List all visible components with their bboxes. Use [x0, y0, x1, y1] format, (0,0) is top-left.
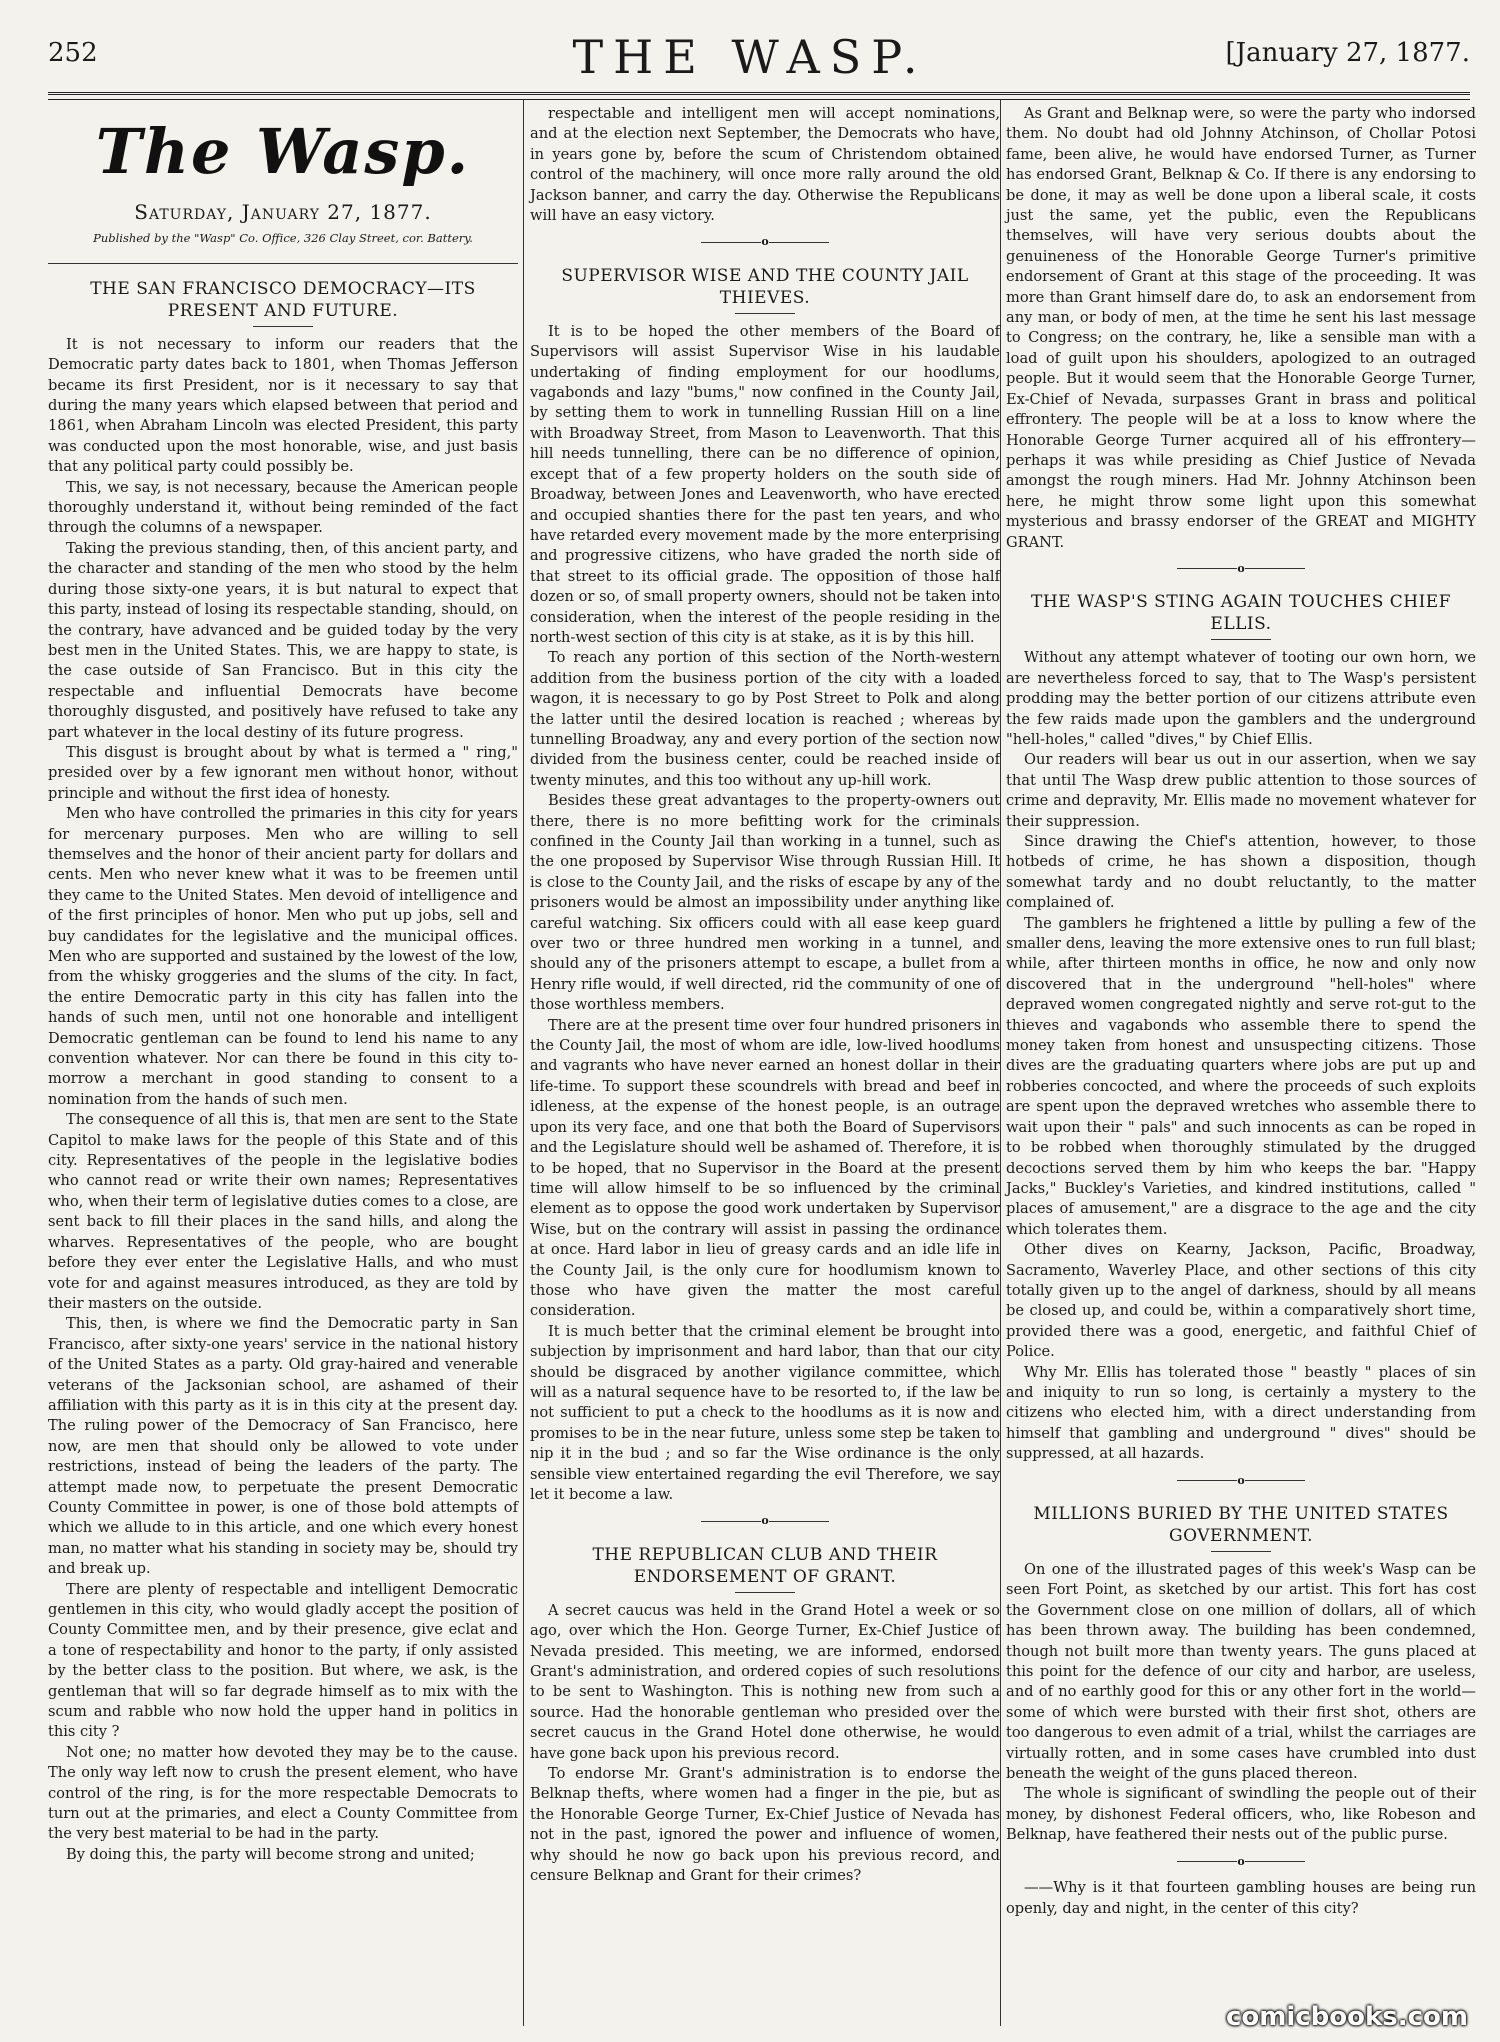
paragraph: Why Mr. Ellis has tolerated those " beastly " places of sin and iniquity to run so long, is certainly a mystery to the citizens who elected him, with a direct understanding from himself that gambling and underground " dives" should be suppressed, at all hazards.	[1006, 1363, 1476, 1463]
paragraph: Since drawing the Chief's attention, however, to those hotbeds of crime, he has shown a disposition, though somewhat tardy and no doubt reluctantly, to the matter complained of.	[1006, 833, 1476, 912]
section-divider: o	[530, 232, 1000, 252]
paragraph: This, we say, is not necessary, because the American people thoroughly understand it, without being reminded of the fact through the columns of a newspaper.	[48, 478, 518, 537]
paragraph: As Grant and Belknap were, so were the party who indorsed them. No doubt had old Johnny Atchinson, of Chollar Potosi fame, been alive, he would have endorsed Turner, as Turner has endorsed Grant, Belknap & Co. If there is any endorsing to be done, it may as well be done upon a liberal scale, it costs just the same, yet the public, even the Republicans themselves, will have very serious doubts about the genuineness of the Honorable George Turner's primitive endorsement of Grant at this stage of the proceeding. It was more than Grant himself dare do, to ask an endorsement from any man, or body of men, at the time he sent his last message to Congress; on the contrary, he, like a sensible man with a load of guilt upon his shoulders, apologized to an outraged people. But it would seem that the Honorable George Turner, Ex-Chief of Nevada, surpasses Grant in brass and political effrontery. The people will be at a loss to know where the Honorable George Turner acquired all of his effrontery—perhaps it was while presiding as Chief Justice of Nevada amongst the rough miners. Had Mr. Johnny Atchinson been here, he might throw some light upon this somewhat mysterious and brassy endorser of the GREAT and MIGHTY GRANT.	[1006, 105, 1476, 551]
masthead-title: THE WASP.	[572, 30, 928, 84]
paragraph: By doing this, the party will become strong and united;	[66, 1845, 475, 1863]
column-rule	[523, 100, 524, 2026]
article-heading: THE WASP'S STING AGAIN TOUCHES CHIEF ELLIS.	[1030, 592, 1452, 635]
closing-paragraph: ——Why is it that fourteen gambling houses are being run openly, day and night, in the center of this city?	[1006, 1879, 1476, 1917]
paragraph: Men who have controlled the primaries in this city for years for mercenary purposes. Men who are willing to sell themselves and the honor of their ancient party for dollars and cents. Men who never knew what it was to be freemen until they came to the United States. Men devoid of intelligence and of the first principles of honor. Men who put up jobs, sell and buy candidates for the legislative and the municipal offices. Men who are supported and sustained by the lowest of the low, from the whisky groggeries and the slums of the city. In fact, the entire Democratic party in this city has fallen into the hands of such men, until not one honorable and intelligent Democratic gentleman can be found to lend his name to any convention whatever. Nor can there be found in this city to-morrow a merchant in good standing to consent to a nomination from the hands of such men.	[48, 805, 518, 1108]
article-heading: MILLIONS BURIED BY THE UNITED STATES GOVERNMENT.	[1033, 1504, 1449, 1546]
paragraph: The consequence of all this is, that men are sent to the State Capitol to make laws for the people of this State and of this city. Representatives of the people in the legislative bodies who cannot read or write their own names; Representatives who, when their term of legislative duties comes to a close, are sent back to fill their places in the sand hills, and along the wharves. Representatives of the people, who are bought before they ever enter the Legislative Halls, and who must vote for and against measures introduced, as they are told by their masters on the outside.	[48, 1111, 518, 1312]
header-rule	[48, 92, 1470, 100]
paragraph: It is to be hoped the other members of the Board of Supervisors will assist Supervisor Wise in his laudable undertaking of finding employment for our hoodlums, vagabonds and lazy "bums," now confined in the County Jail, by setting them to work in tunnelling Russian Hill on a line with Broadway Street, from Mason to Leavenworth. That this hill needs tunnelling, there can be no difference of opinion, except that of a few property holders on the south side of Broadway, between Jones and Leavenworth, who have erected and occupied shanties there for the past ten years, and who have retarded every movement made by the more enterprising and progressive citizens, who have graded the north side of that street to its official grade. The opposition of those half dozen or so, of small property owners, should not be taken into consideration, when the interest of the people residing in the north-west section of this city is at stake, as it is by this hill.	[530, 322, 1000, 646]
publication-info: Published by the "Wasp" Co. Office, 326 Clay Street, cor. Battery.	[93, 231, 473, 246]
section-divider: o	[1006, 1471, 1476, 1491]
paragraph: This disgust is brought about by what is termed a " ring," presided over by a few ignorant men without honor, without principle and without the first idea of honesty.	[48, 743, 518, 802]
section-divider: o	[1006, 1852, 1476, 1872]
paragraph: There are at the present time over four hundred prisoners in the County Jail, the most of whom are idle, low-lived hoodlums and vagrants who have never earned an honest dollar in their life-time. To support these scoundrels with bread and beef in idleness, at the expense of the honest people, is an outrage upon its very face, and one that both the Board of Supervisors and the Legislature should well be ashamed of. Therefore, it is to be hoped, that no Supervisor in the Board at the present time will allow himself to be so influenced by the criminal element as to oppose the good work undertaken by Supervisor Wise, but on the contrary will assist in passing the ordinance at once. Hard labor in lieu of greasy cards and an idle life in the County Jail, is the only cure for hoodlumism known to those who have given the matter the most careful consideration.	[530, 1016, 1000, 1320]
rule	[735, 1592, 795, 1593]
watermark: comicbooks.com	[1225, 2002, 1468, 2032]
column-2	[530, 104, 1000, 2022]
paragraph: Besides these great advantages to the property-owners out there, there is no more befitting work for the criminals confined in the County Jail than working in a tunnel, such as the one proposed by Supervisor Wise through Russian Hill. It is close to the County Jail, and the risks of escape by any of the prisoners would be almost an impossibility under anything like careful watching. Six officers could with all ease keep guard over two or three hundred men working in a tunnel, and should any of the prisoners attempt to escape, a bullet from a Henry rifle would, if well directed, rid the community of one of those worthless members.	[530, 792, 1000, 1014]
paragraph: It is much better that the criminal element be brought into subjection by imprisonment and hard labor, than that our city should be disgraced by another vigilance committee, which will as a natural sequence have to be resorted to, if the law be not sufficient to put a check to the hoodlums as it is now and promises to be in the near future, unless some step be taken to nip it in the bud ; and so far the Wise ordinance is the only sensible view entertained regarding the evil Therefore, we say let it become a law.	[530, 1322, 1000, 1503]
paragraph: The gamblers he frightened a little by pulling a few of the smaller dens, leaving the more extensive ones to run full blast; while, after thirteen months in office, he now and only now discovered that in the underground "hell-holes" where depraved women congregated nightly and serve rot-gut to the thieves and vagabonds who assemble there to spend the money taken from honest and unsuspecting citizens. Those dives are the graduating quarters where jobs are put up and robberies concocted, and where the proceeds of such exploits are spent upon the depraved wretches who assemble there to wait upon their " pals" and such innocents as can be roped in to be robbed when thoroughly stimulated by the drugged decoctions served them by him who keeps the bar. "Happy Jacks," Buckley's Varieties, and kindred institutions, called " places of amusement," are a disgrace to the age and the city which tolerates them.	[1006, 914, 1476, 1238]
column-3	[1006, 104, 1476, 2022]
paragraph: Taking the previous standing, then, of this ancient party, and the character and standing of the men who stood by the helm during those sixty-one years, it is but natural to expect that this party, instead of losing its respectable standing, should, on the contrary, have advanced and be guided today by the very best men in the United States. This, we are happy to state, is the case outside of San Francisco. But in this city the respectable and influential Democrats have become thoroughly disgusted, and positively have refused to take any part whatever in the local destiny of its future progress.	[48, 539, 518, 741]
article-body	[1006, 648, 1476, 1464]
column-rule	[1000, 100, 1001, 2026]
paragraph: A secret caucus was held in the Grand Hotel a week or so ago, over which the Hon. George Turner, Ex-Chief Justice of Nevada presided. This meeting, we are informed, endorsed Grant's administration, and ordered copies of such resolutions to be sent to Washington. This is nothing new from such a source. Had the honorable gentleman who presided over the secret caucus in the Grand Hotel done otherwise, he would have gone back upon his previous record.	[530, 1601, 1000, 1762]
article-heading: THE SAN FRANCISCO DEMOCRACY—ITS PRESENT AND FUTURE.	[90, 278, 476, 321]
column-1	[48, 104, 518, 2022]
paragraph: Not one; no matter how devoted they may be to the cause. The only way left now to crush the present element, who have control of the ring, is for the more respectable Democrats to turn out at the primaries, and elect a County Committee from the very best material to be had in the party.	[48, 1743, 518, 1843]
article-heading: THE REPUBLICAN CLUB AND THEIR ENDORSEMENT OF GRANT.	[592, 1544, 938, 1587]
rule	[253, 326, 313, 327]
rule	[1211, 639, 1271, 640]
paragraph: Our readers will bear us out in our assertion, when we say that until The Wasp drew public attention to those sources of crime and depravity, Mr. Ellis made no movement whatever for their suppression.	[1006, 751, 1476, 830]
article-body	[530, 1601, 1000, 1887]
rule	[1211, 1551, 1271, 1552]
paragraph: Without any attempt whatever of tooting our own horn, we are nevertheless forced to say, that to The Wasp's persistent prodding may the better portion of our citizens attribute even the few raids made upon the gamblers and the underground "hell-holes," called "dives," by Chief Ellis.	[1006, 649, 1476, 748]
article-body	[1006, 1560, 1476, 1846]
paragraph: Other dives on Kearny, Jackson, Pacific, Broadway, Sacramento, Waverley Place, and other sections of this city totally given up to the angel of darkness, should by all means be closed up, and could be, within a comparatively short time, provided there was a good, energetic, and faithful Chief of Police.	[1006, 1241, 1476, 1361]
wasp-logo: The Wasp.	[95, 115, 471, 188]
article-continuation	[530, 104, 1000, 226]
paragraph: This, then, is where we find the Democratic party in San Francisco, after sixty-one years' service in the national history of the United States as a party. Old gray-haired and venerable veterans of the Jacksonian school, are ashamed of their affiliation with this party as it is in this city at the present day. The ruling power of the Democracy of San Francisco, here now, are men that should only be allowed to vote under restrictions, instead of being the leaders of the party. The attempt made now, to perpetuate the present Democratic County Committee in power, is one of those bold attempts of which we allude to in this article, and one which every honest man, no matter what his standing in society may be, should try and break up.	[48, 1315, 518, 1578]
article-body	[48, 335, 518, 1865]
article-heading: SUPERVISOR WISE AND THE COUNTY JAIL THIEVES.	[561, 265, 969, 308]
article-continuation	[1006, 104, 1476, 553]
paragraph: It is not necessary to inform our readers that the Democratic party dates back to 1801, when Thomas Jefferson became its first President, nor is it necessary to say that during the many years which elapsed between that period and 1861, when Abraham Lincoln was elected President, this party was conducted upon the most honorable, wise, and just basis that any political party could possibly be.	[48, 335, 518, 476]
rule	[48, 263, 518, 264]
page-number: 252	[48, 38, 98, 68]
paragraph: There are plenty of respectable and intelligent Democratic gentlemen in this city, who would gladly accept the position of County Committee men, and by their presence, give eclat and a tone of respectability and honor to the party, if only assisted by the better class to the position. But where, we ask, is the gentleman that will so far degrade himself as to mix with the scum and rabble who now hold the upper hand in politics in this city ?	[48, 1580, 518, 1741]
section-divider: o	[530, 1511, 1000, 1531]
page-header	[0, 0, 1500, 85]
section-divider: o	[1006, 559, 1476, 579]
paragraph: The whole is significant of swindling the people out of their money, by dishonest Federal officers, who, like Robeson and Belknap, have feathered their nests out of the public purse.	[1006, 1785, 1476, 1844]
article-body	[530, 322, 1000, 1506]
rule	[735, 313, 795, 314]
paragraph: To reach any portion of this section of the North-western addition from the business portion of the city with a loaded wagon, it is necessary to go by Post Street to Polk and along the latter until the desired location is reached ; whereas by tunnelling Broadway, any and every portion of the section now divided from the business center, could be reached inside of twenty minutes, and this too without any up-hill work.	[530, 649, 1000, 789]
header-date: [January 27, 1877.	[1225, 38, 1470, 68]
paragraph: On one of the illustrated pages of this week's Wasp can be seen Fort Point, as sketched by our artist. This fort has cost the Government close on one million of dollars, all of which has been thrown away. The building has been condemned, though not built more than twenty years. The guns placed at this point for the defence of our city and harbor, are useless, and of no earthly good for this or any other fort in the world—some of which were bursted with their first shot, others are too dangerous to even admit of a trial, whilst the carriages are virtually rotten, and in some cases have crumbled into dust beneath the weight of the guns placed thereon.	[1006, 1561, 1476, 1783]
publication-date: Saturday, January 27, 1877.	[134, 200, 432, 224]
paragraph: To endorse Mr. Grant's administration is to endorse the Belknap thefts, where women had a finger in the pie, but as the Honorable George Turner, Ex-Chief Justice of Nevada has not in the past, ignored the power and influence of women, why should he now go back upon his previous record, and censure Belknap and Grant for their crimes?	[530, 1765, 1000, 1885]
paragraph: respectable and intelligent men will accept nominations, and at the election next September, the Democrats who have, in years gone by, before the scum of Christendom obtained control of the machinery, will once more rally around the old Jackson banner, and carry the day. Otherwise the Republicans will have an easy victory.	[530, 105, 1000, 225]
